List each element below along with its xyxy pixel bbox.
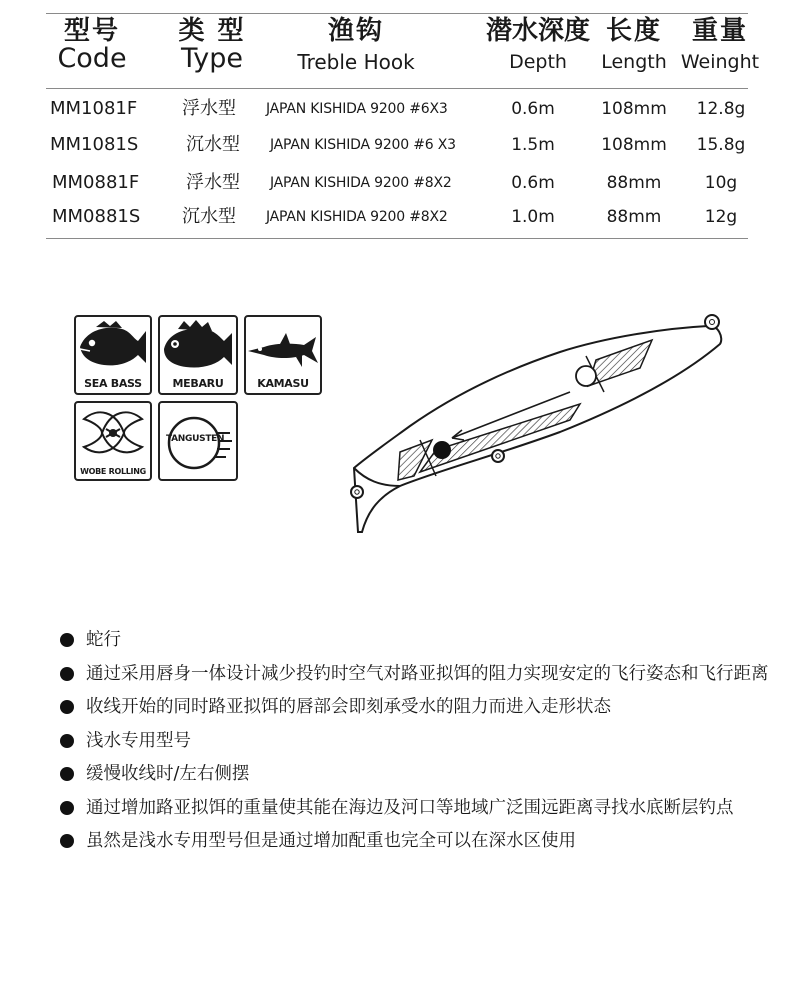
cell-weight: 15.8g [696, 135, 746, 155]
header-code [52, 18, 132, 72]
list-item [60, 792, 780, 826]
header-length [594, 18, 674, 72]
table-row [0, 130, 790, 160]
header-depth-zh: 潜水深度 [485, 16, 590, 46]
sea-bass-fish-icon [74, 315, 152, 395]
table-bottom-rule [46, 238, 748, 239]
cell-depth: 0.6m [511, 173, 555, 193]
cell-code: MM0881S [52, 206, 141, 227]
header-code-zh: 型号 [63, 16, 120, 46]
header-hook-en: Treble Hook [297, 50, 415, 74]
feature-text: 通过采用唇身一体设计减少投钓时空气对路亚拟饵的阻力实现安定的飞行姿态和飞行距离 [86, 663, 769, 684]
list-item [60, 691, 780, 725]
cell-hook: JAPAN KISHIDA 9200 #8X2 [266, 209, 448, 225]
feature-list [60, 624, 780, 859]
tungsten-weight-icon [158, 401, 238, 481]
header-length-zh: 长度 [605, 16, 662, 46]
wobble-rolling-glyph [76, 403, 150, 465]
header-depth [484, 18, 592, 72]
cell-hook: JAPAN KISHIDA 9200 #6 X3 [270, 137, 456, 153]
icon-label: MEBARU [172, 377, 224, 390]
feature-text: 浅水专用型号 [86, 730, 191, 751]
cell-length: 108mm [601, 99, 667, 119]
header-hook [274, 18, 438, 72]
table-row [0, 168, 790, 198]
header-length-en: Length [601, 51, 667, 73]
bullet-dot [60, 767, 74, 781]
cell-type: 浮水型 [182, 98, 236, 119]
cell-length: 88mm [606, 173, 662, 193]
header-depth-en: Depth [509, 51, 567, 73]
cell-hook: JAPAN KISHIDA 9200 #6X3 [266, 101, 448, 117]
cell-depth: 1.0m [511, 207, 555, 227]
kamasu-fish-icon [244, 315, 322, 395]
list-item [60, 624, 780, 658]
header-weight-zh: 重量 [691, 16, 748, 46]
bullet-dot [60, 801, 74, 815]
feature-text: 缓慢收线时/左右侧摆 [86, 764, 250, 784]
table-header-rule [46, 88, 748, 89]
header-code-en: Code [57, 43, 127, 74]
lure-diagram [340, 300, 740, 540]
icon-label: TANGUSTEN [166, 434, 225, 444]
feature-text: 通过增加路亚拟饵的重量使其能在海边及河口等地域广泛围远距离寻找水底断层钓点 [86, 797, 734, 818]
feature-text: 虽然是浅水专用型号但是通过增加配重也完全可以在深水区使用 [86, 831, 576, 851]
table-row [0, 94, 790, 124]
cell-code: MM0881F [52, 172, 140, 193]
header-type-zh: 类 型 [178, 16, 246, 46]
list-item [60, 758, 780, 792]
cell-hook: JAPAN KISHIDA 9200 #8X2 [270, 175, 452, 191]
bullet-dot [60, 734, 74, 748]
header-weight-en: Weinght [680, 51, 760, 73]
list-item [60, 825, 780, 859]
table-row [0, 202, 790, 232]
cell-weight: 12g [704, 207, 738, 227]
icon-label: SEA BASS [84, 377, 142, 390]
bullet-dot [60, 700, 74, 714]
cell-code: MM1081S [50, 134, 139, 155]
cell-depth: 0.6m [511, 99, 555, 119]
bullet-dot [60, 834, 74, 848]
bullet-dot [60, 667, 74, 681]
wobble-rolling-icon [74, 401, 152, 481]
icon-label: KAMASU [257, 377, 309, 390]
header-hook-zh: 渔钩 [327, 16, 384, 46]
header-weight [676, 18, 764, 72]
header-type [172, 18, 252, 72]
mebaru-fish-icon [158, 315, 238, 395]
cell-depth: 1.5m [511, 135, 555, 155]
header-type-en: Type [180, 43, 243, 74]
list-item [60, 658, 780, 692]
cell-type: 浮水型 [186, 172, 240, 193]
cell-length: 108mm [601, 135, 667, 155]
kamasu-fish-glyph [246, 317, 320, 377]
list-item [60, 725, 780, 759]
cell-weight: 12.8g [696, 99, 746, 119]
bullet-dot [60, 633, 74, 647]
icon-label: WOBE ROLLING [80, 467, 146, 476]
sea-bass-fish-glyph [76, 317, 150, 377]
cell-type: 沉水型 [182, 206, 236, 227]
mebaru-fish-glyph [160, 317, 236, 377]
feature-text: 收线开始的同时路亚拟饵的唇部会即刻承受水的阻力而进入走形状态 [86, 697, 611, 717]
cell-code: MM1081F [50, 98, 138, 119]
cell-type: 沉水型 [186, 134, 240, 155]
cell-weight: 10g [704, 173, 738, 193]
feature-text: 蛇行 [86, 630, 121, 650]
table-top-rule [46, 13, 748, 14]
cell-length: 88mm [606, 207, 662, 227]
